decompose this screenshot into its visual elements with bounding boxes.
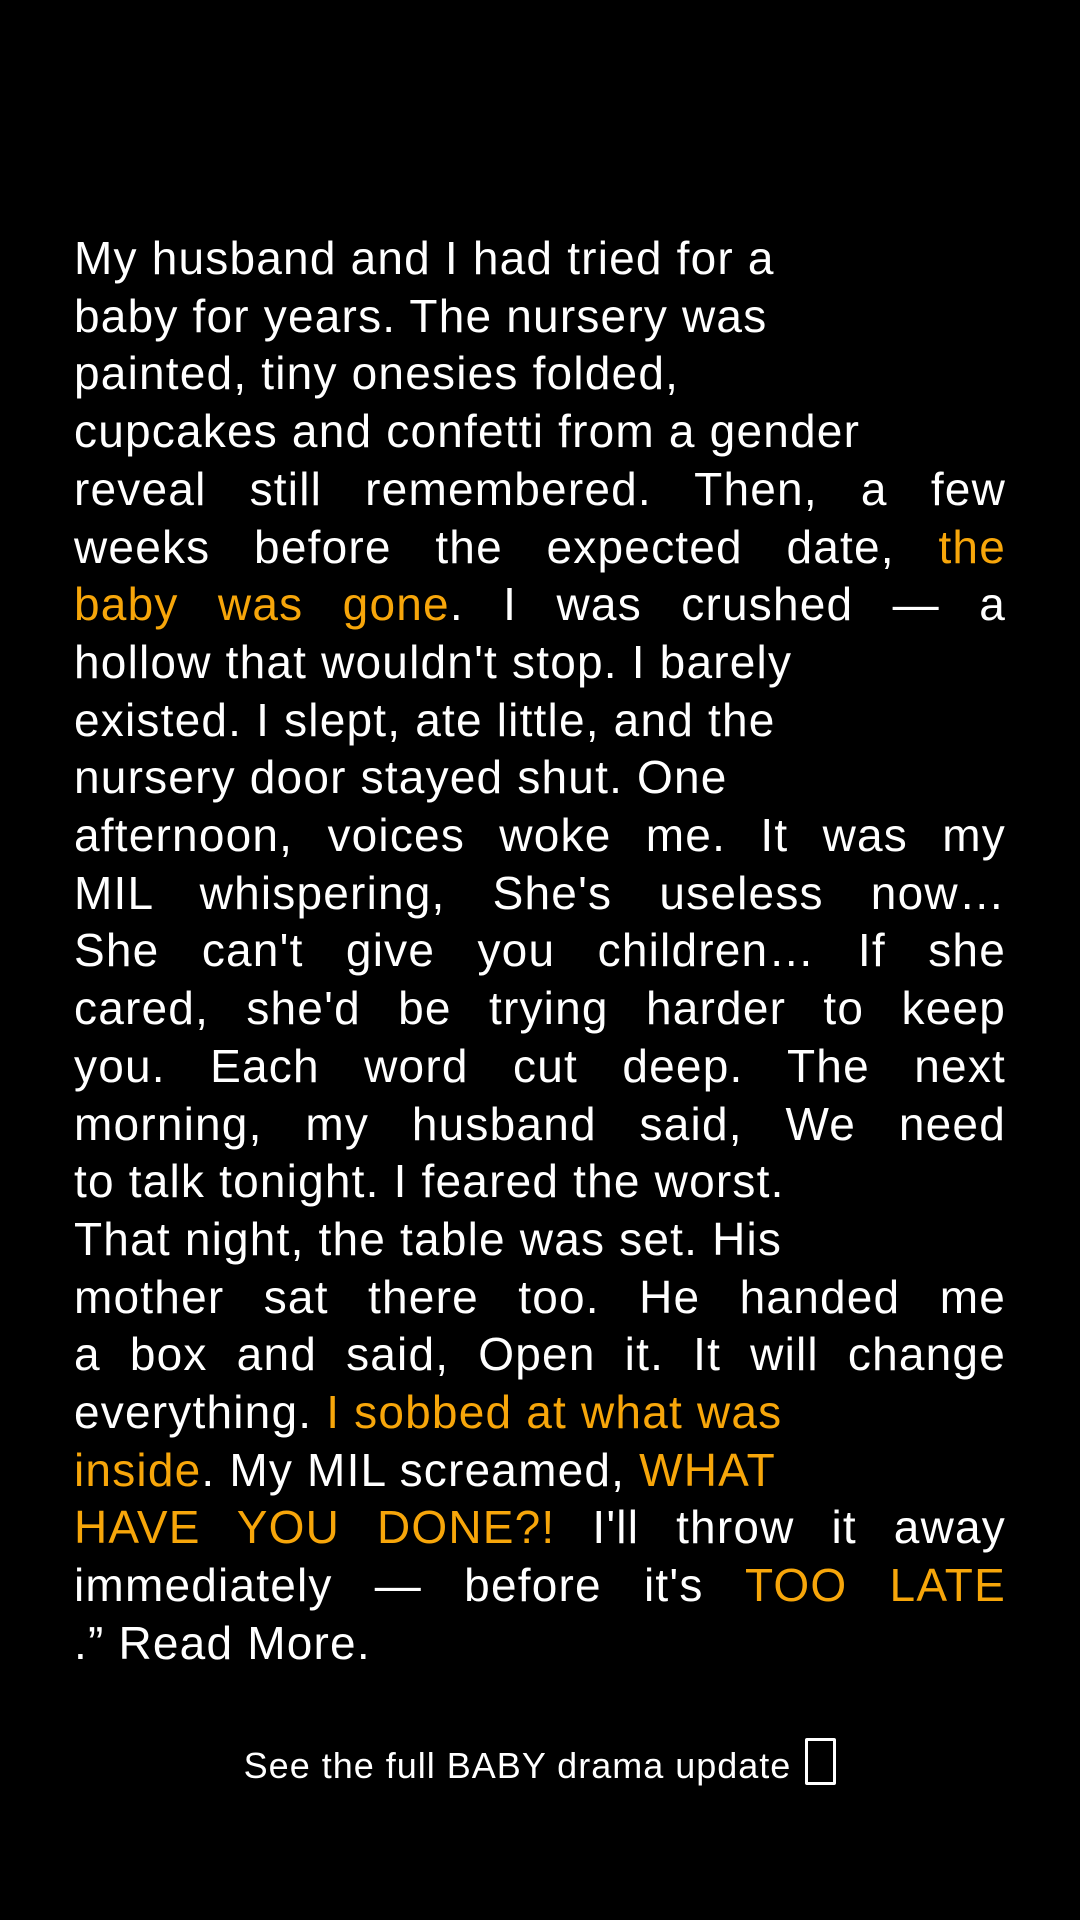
story-line — [74, 1442, 1006, 1500]
story-text-segment: baby for years. The nursery was — [74, 289, 768, 342]
story-line — [74, 288, 1006, 346]
story-text-segment: cupcakes and confetti from a gender — [74, 405, 861, 458]
story-line — [74, 807, 1006, 865]
story-highlight-segment: baby was gone — [74, 578, 450, 631]
story-highlight-segment: TOO LATE — [744, 1559, 1006, 1612]
story-line — [74, 230, 1006, 288]
story-text-segment: . My MIL screamed, — [201, 1443, 640, 1496]
story-text-segment: I'll throw it away — [555, 1501, 1006, 1554]
story-text-segment: morning, my husband said, We need — [74, 1097, 1006, 1150]
story-text-segment: everything. — [74, 1386, 327, 1439]
story-line — [74, 345, 1006, 403]
story-line — [74, 1557, 1006, 1615]
story-highlight-segment: WHAT — [639, 1443, 776, 1496]
caption — [0, 1738, 1080, 1788]
story-text-segment: immediately — before it's — [74, 1559, 745, 1612]
story-line — [74, 1384, 1006, 1442]
story-text-segment: My husband and I had tried for a — [74, 232, 775, 284]
story-highlight-segment: inside — [74, 1443, 202, 1496]
missing-emoji-icon — [805, 1738, 836, 1785]
story-highlight-segment: HAVE YOU DONE?! — [74, 1501, 556, 1554]
story-highlight-segment: the — [938, 520, 1006, 573]
story-line — [74, 980, 1006, 1038]
story-text-segment: to talk tonight. I feared the worst. — [74, 1155, 785, 1208]
story-line — [74, 1499, 1006, 1557]
story-text-segment: hollow that wouldn't stop. I barely — [74, 635, 793, 688]
story-text-segment: She can't give you children… If she — [74, 924, 1006, 977]
story-text-segment: you. Each word cut deep. The next — [74, 1039, 1006, 1092]
story-text-segment: nursery door stayed shut. One — [74, 751, 728, 804]
story-line — [74, 403, 1006, 461]
story-text-segment: painted, tiny onesies folded, — [74, 347, 680, 400]
caption-text: See the full BABY drama update — [243, 1745, 792, 1786]
story-text-segment: .” Read More. — [74, 1616, 371, 1669]
story-line — [74, 1269, 1006, 1327]
story-text-segment: a box and said, Open it. It will change — [74, 1328, 1006, 1381]
story-text-segment: That night, the table was set. His — [74, 1212, 783, 1265]
story-line — [74, 865, 1006, 923]
story-text-segment: mother sat there too. He handed me — [74, 1270, 1006, 1323]
story-line — [74, 1326, 1006, 1384]
story-line — [74, 576, 1006, 634]
story-text-segment: MIL whispering, She's useless now… — [74, 866, 1006, 919]
story-text — [74, 230, 1006, 1673]
story-line — [74, 1211, 1006, 1269]
story-line — [74, 519, 1006, 577]
story-line — [74, 749, 1006, 807]
story-line — [74, 922, 1006, 980]
story-line — [74, 461, 1006, 519]
story-text-segment: weeks before the expected date, — [74, 520, 939, 573]
story-text-segment: reveal still remembered. Then, a few — [74, 462, 1006, 515]
story-text-segment: existed. I slept, ate little, and the — [74, 693, 776, 746]
story-line — [74, 1153, 1006, 1211]
story-line — [74, 692, 1006, 750]
story-text-segment: . I was crushed — a — [449, 578, 1006, 631]
story-highlight-segment: I sobbed at what was — [326, 1386, 783, 1439]
story-text-segment: cared, she'd be trying harder to keep — [74, 982, 1006, 1035]
story-line — [74, 1038, 1006, 1096]
story-line — [74, 1096, 1006, 1154]
story-line — [74, 1615, 1006, 1673]
story-text-segment: afternoon, voices woke me. It was my — [74, 809, 1006, 862]
story-line — [74, 634, 1006, 692]
